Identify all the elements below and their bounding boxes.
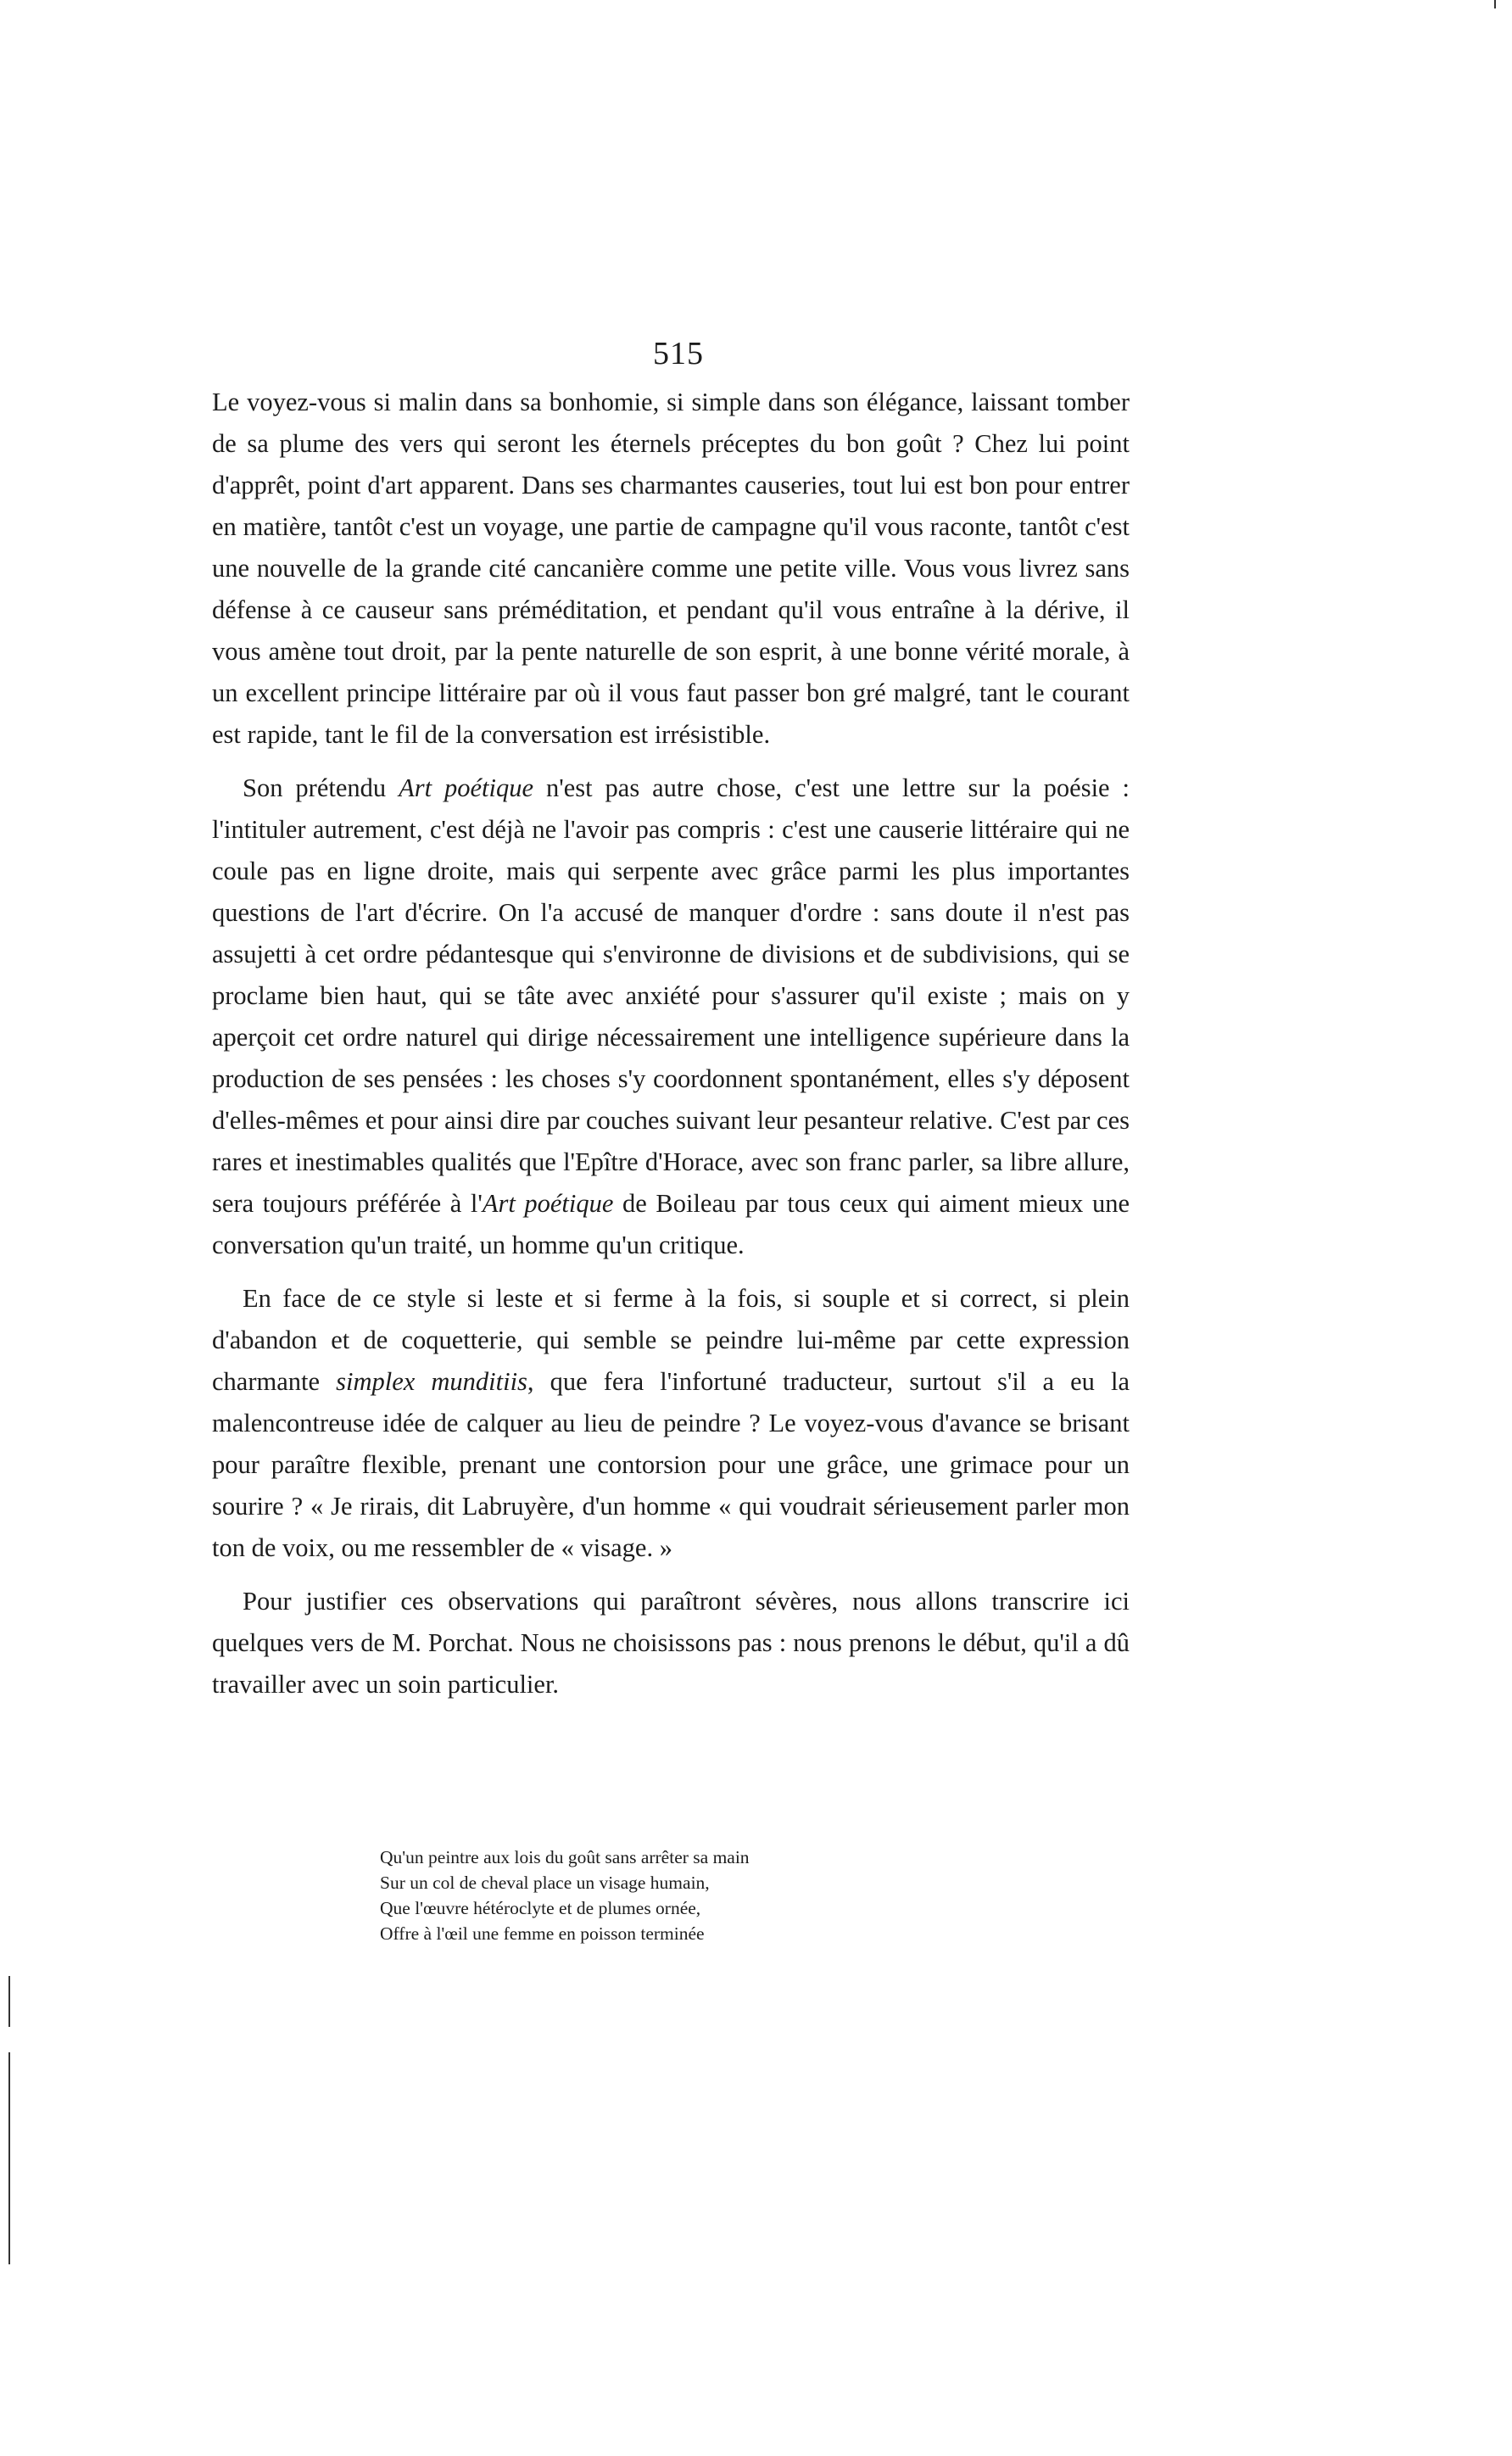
verse-quotation (380, 1845, 974, 1946)
paragraph-3 (212, 1278, 1130, 1569)
paragraph-3-text: , que fera l'infortuné traducteur, surtout s'il a eu la malencontreuse idée de calquer au lieu de peindre ? Le voyez-vous d'avance se brisant pour paraître flexible, prenant une contorsion pour une grâce, une grimace pour un sourire ? « Je rirais, dit Labruyère, d'un homme « qui voudrait sérieusement parler mon ton de voix, ou me ressembler de « visage. » (212, 1367, 1130, 1562)
paragraph-2 (212, 768, 1130, 1266)
latin-quote-italic: simplex munditiis (336, 1367, 527, 1396)
verse-line: Sur un col de cheval place un visage humain, (380, 1873, 710, 1893)
scan-artifact-mark (8, 2052, 10, 2264)
verse-line: Qu'un peintre aux lois du goût sans arrêter sa main (380, 1847, 750, 1867)
paragraph-1: Le voyez-vous si malin dans sa bonhomie, si simple dans son élégance, laissant tomber de sa plume des vers qui seront les éternels préceptes du bon goût ? Chez lui point d'apprêt, point d'art apparent. Dans ses charmantes causeries, tout lui est bon pour entrer en matière, tantôt c'est un voyage, une partie de campagne qu'il vous raconte, tantôt c'est une nouvelle de la grande cité cancanière comme une petite ville. Vous vous livrez sans défense à ce causeur sans préméditation, et pendant qu'il vous entraîne à la dérive, il vous amène tout droit, par la pente naturelle de son esprit, à une bonne vérité morale, à un excellent principe littéraire par où il vous faut passer bon gré malgré, tant le courant est rapide, tant le fil de la conversation est irrésistible. (212, 388, 1130, 749)
verse-line: Offre à l'œil une femme en poisson terminée (380, 1923, 705, 1944)
scan-artifact-mark (1494, 0, 1496, 8)
paragraph-2-text: de Boileau par tous ceux qui aiment mieux une conversation qu'un traité, un homme qu'un critique. (212, 1189, 1130, 1259)
paragraph-3-text: En face de ce style si leste et si ferme à la fois, si souple et si correct, si plein d'abandon et de coquetterie, qui semble se peindre lui-même par cette expression charmante (212, 1284, 1130, 1396)
page-number: 515 (653, 336, 704, 371)
paragraph-2-text: n'est pas autre chose, c'est une lettre sur la poésie : l'intituler autrement, c'est déjà ne l'avoir pas compris : c'est une causerie littéraire qui ne coule pas en ligne droite, mais qui serpente avec grâce parmi les plus importantes questions de l'art d'écrire. On l'a accusé de manquer d'ordre : sans doute il n'est pas assujetti à cet ordre pédantesque qui s'environne de divisions et de subdivisions, qui se proclame bien haut, qui se tâte avec anxiété pour s'assurer qu'il existe ; mais on y aperçoit cet ordre naturel qui dirige nécessairement une intelligence supérieure dans la production de ses pensées : les choses s'y coordonnent spontanément, elles s'y déposent d'elles-mêmes et pour ainsi dire par couches suivant leur pesanteur relative. C'est par ces rares et inestimables qualités que l'Epître d'Horace, avec son franc parler, sa libre allure, sera toujours préférée à l' (212, 773, 1130, 1218)
verse-line: Que l'œuvre hétéroclyte et de plumes ornée, (380, 1898, 701, 1918)
scan-artifact-mark (8, 1976, 10, 2027)
paragraph-2-text: Son prétendu (243, 773, 399, 802)
paragraph-4: Pour justifier ces observations qui paraîtront sévères, nous allons transcrire ici quelques vers de M. Porchat. Nous ne choisissons pas : nous prenons le début, qu'il a dû travailler avec un soin particulier. (212, 1587, 1130, 1699)
body-text (212, 382, 1130, 1717)
book-title-italic: Art poétique (482, 1189, 614, 1218)
book-title-italic: Art poétique (399, 773, 534, 802)
